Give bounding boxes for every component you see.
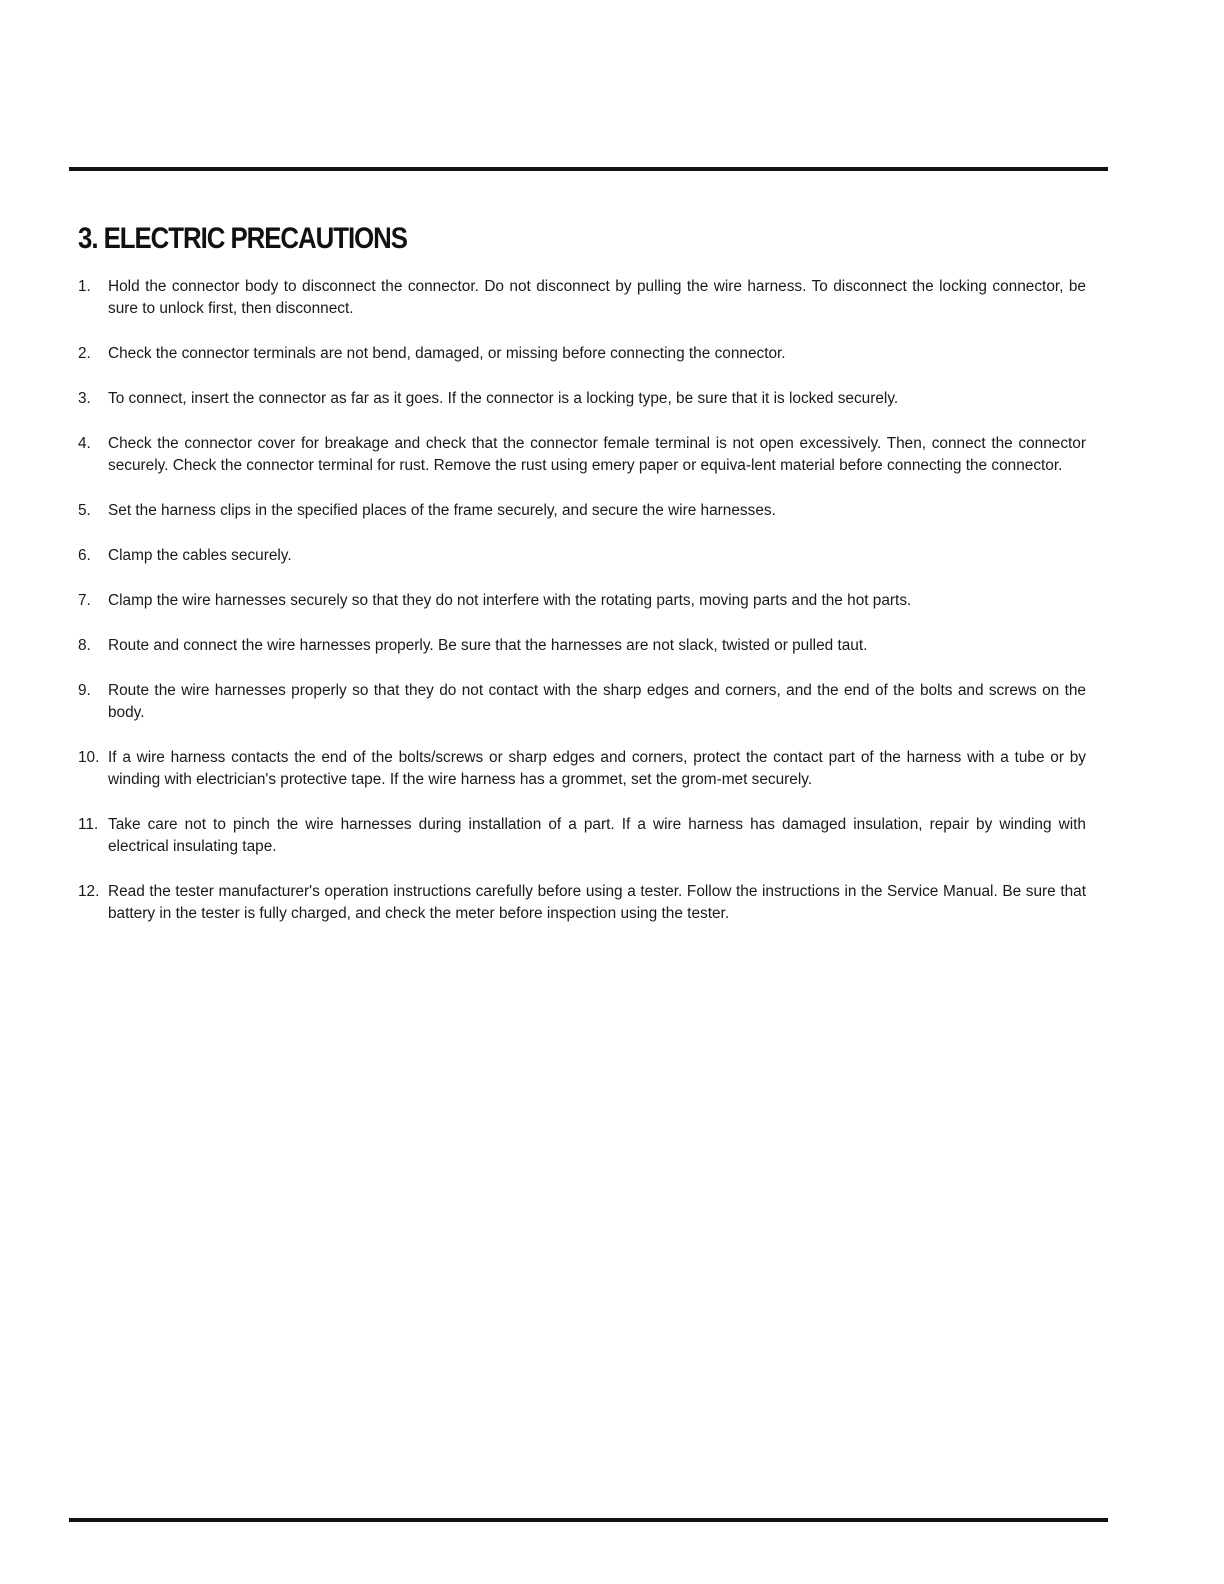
- list-item: [78, 635, 1086, 657]
- item-number: 1.: [78, 278, 91, 295]
- list-item: [78, 276, 1086, 320]
- item-text: Read the tester manufacturer's operation instructions carefully before using a tester. Follow the instructions in the Service Manual. Be sure that battery in the tester is fully charged, and check the meter before inspection using the tester.: [108, 883, 1086, 922]
- section-title: 3. ELECTRIC PRECAUTIONS: [78, 222, 407, 255]
- item-text: Check the connector cover for breakage and check that the connector female terminal is not open excessively. Then, connect the connector securely. Check the connector terminal for rust. Remove the rust using emery paper or equiva-lent material before connecting the connector.: [108, 435, 1086, 474]
- item-number: 5.: [78, 502, 91, 519]
- item-number: 7.: [78, 592, 91, 609]
- item-number: 6.: [78, 547, 91, 564]
- list-item: [78, 881, 1086, 925]
- item-number: 2.: [78, 345, 91, 362]
- item-text: Take care not to pinch the wire harnesses during installation of a part. If a wire harness has damaged insulation, repair by winding with electrical insulating tape.: [108, 816, 1086, 855]
- list-item: [78, 500, 1086, 522]
- item-text: Check the connector terminals are not bend, damaged, or missing before connecting the connector.: [108, 345, 786, 362]
- list-item: [78, 680, 1086, 724]
- item-number: 12.: [78, 883, 100, 900]
- item-text: To connect, insert the connector as far as it goes. If the connector is a locking type, be sure that it is locked securely.: [108, 390, 899, 407]
- item-number: 9.: [78, 682, 91, 699]
- item-text: Clamp the wire harnesses securely so that they do not interfere with the rotating parts, moving parts and the hot parts.: [108, 592, 912, 609]
- item-text: If a wire harness contacts the end of the bolts/screws or sharp edges and corners, protect the contact part of the harness with a tube or by winding with electrician's protective tape. If the wire harness has a grommet, set the grom-met securely.: [108, 749, 1086, 788]
- item-text: Set the harness clips in the specified places of the frame securely, and secure the wire harnesses.: [108, 502, 776, 519]
- bottom-rule: [69, 1518, 1108, 1522]
- list-item: [78, 545, 1086, 567]
- item-number: 3.: [78, 390, 91, 407]
- item-number: 4.: [78, 435, 91, 452]
- list-item: [78, 343, 1086, 365]
- list-item: [78, 388, 1086, 410]
- item-number: 11.: [78, 816, 99, 833]
- list-item: [78, 747, 1086, 791]
- top-rule: [69, 167, 1108, 171]
- list-item: [78, 814, 1086, 858]
- precautions-list: [78, 276, 1086, 948]
- list-item: [78, 433, 1086, 477]
- item-text: Clamp the cables securely.: [108, 547, 292, 564]
- item-number: 10.: [78, 749, 100, 766]
- item-text: Route the wire harnesses properly so that they do not contact with the sharp edges and corners, and the end of the bolts and screws on the body.: [108, 682, 1086, 721]
- list-item: [78, 590, 1086, 612]
- item-text: Hold the connector body to disconnect the connector. Do not disconnect by pulling the wire harness. To disconnect the locking connector, be sure to unlock first, then disconnect.: [108, 278, 1086, 317]
- item-text: Route and connect the wire harnesses properly. Be sure that the harnesses are not slack, twisted or pulled taut.: [108, 637, 868, 654]
- item-number: 8.: [78, 637, 91, 654]
